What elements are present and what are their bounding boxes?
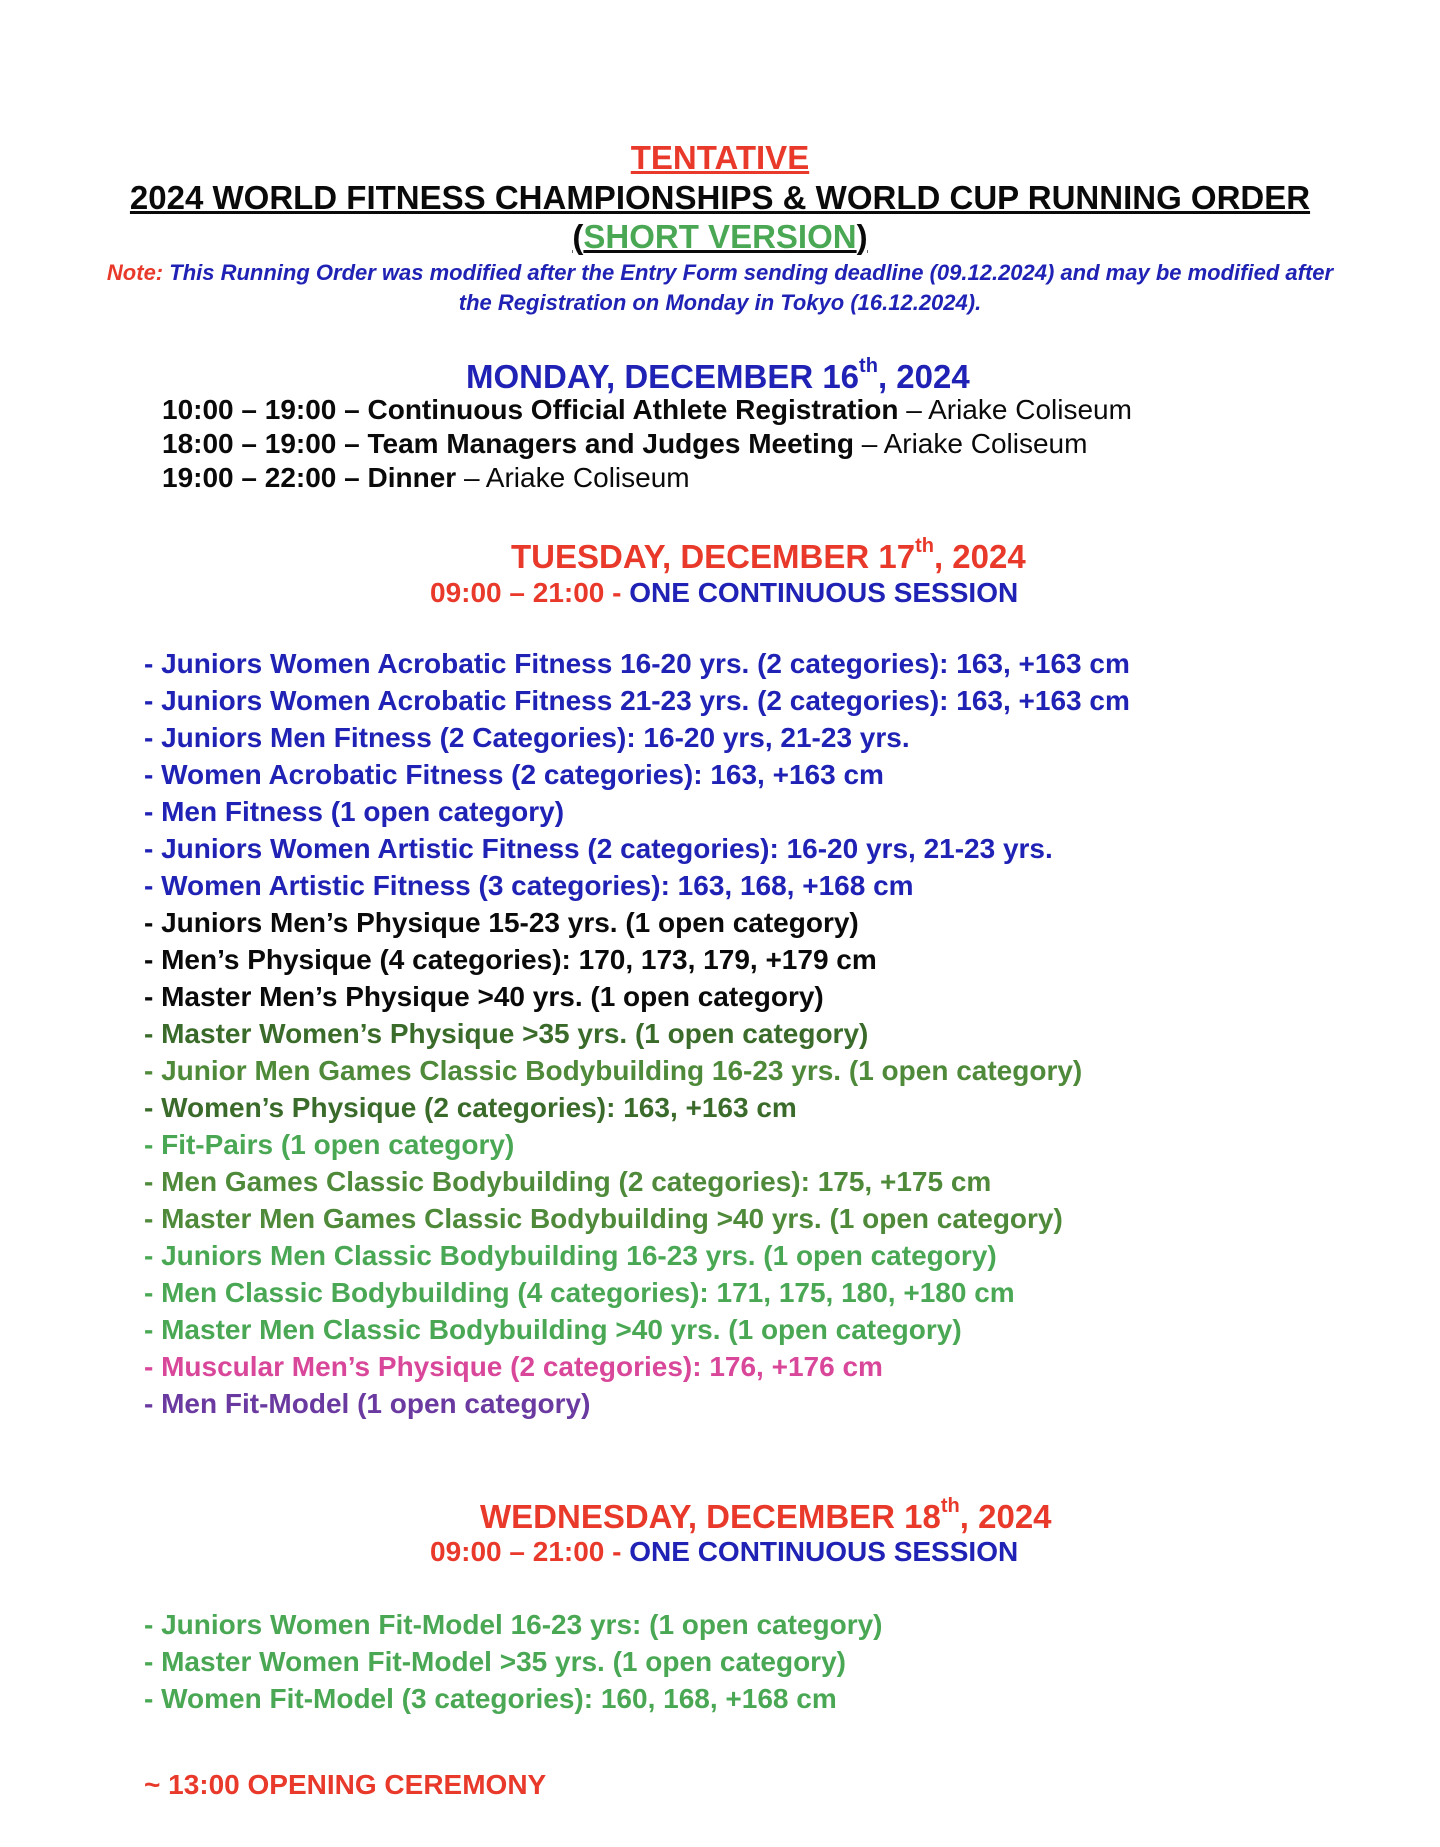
tuesday-session	[430, 576, 1018, 610]
category-item: - Women Artistic Fitness (3 categories): 163, 168, +168 cm	[144, 870, 914, 901]
wednesday-categories	[144, 1608, 883, 1719]
monday-item	[162, 461, 1132, 495]
category-item: - Women’s Physique (2 categories): 163, +163 cm	[144, 1092, 797, 1123]
short-version-text: SHORT VERSION	[583, 218, 857, 255]
category-item: - Master Women’s Physique >35 yrs. (1 open category)	[144, 1018, 869, 1049]
tuesday-session-label: ONE CONTINUOUS SESSION	[629, 577, 1019, 608]
monday-item-venue: – Ariake Coliseum	[463, 462, 690, 493]
category-item: - Muscular Men’s Physique (2 categories): 176, +176 cm	[144, 1351, 883, 1382]
short-version-label	[0, 217, 1440, 257]
tuesday-heading	[511, 537, 1026, 577]
category-item: - Juniors Women Artistic Fitness (2 categories): 16-20 yrs, 21-23 yrs.	[144, 833, 1053, 864]
category-item: - Master Men’s Physique >40 yrs. (1 open category)	[144, 981, 824, 1012]
opening-ceremony: ~ 13:00 OPENING CEREMONY	[144, 1769, 547, 1800]
wednesday-session-time: 09:00 – 21:00	[430, 1536, 605, 1567]
wednesday-heading-sup: th	[940, 1495, 960, 1517]
tuesday-heading-year: , 2024	[933, 538, 1026, 575]
wednesday-session-sep: -	[604, 1536, 630, 1567]
wednesday-session-label: ONE CONTINUOUS SESSION	[629, 1536, 1019, 1567]
category-item: - Juniors Men’s Physique 15-23 yrs. (1 open category)	[144, 907, 859, 938]
short-version-open: (	[572, 218, 584, 255]
wednesday-heading	[480, 1497, 1052, 1537]
tuesday-session-sep: -	[604, 577, 630, 608]
wednesday-session	[430, 1535, 1018, 1569]
category-item: - Juniors Men Fitness (2 Categories): 16-20 yrs, 21-23 yrs.	[144, 722, 910, 753]
category-item: - Juniors Men Classic Bodybuilding 16-23 yrs. (1 open category)	[144, 1240, 997, 1271]
short-version-close: )	[856, 218, 868, 255]
wednesday-heading-text: WEDNESDAY, DECEMBER 18	[480, 1498, 941, 1535]
category-item: - Fit-Pairs (1 open category)	[144, 1129, 515, 1160]
category-item: - Men Games Classic Bodybuilding (2 categories): 175, +175 cm	[144, 1166, 992, 1197]
tuesday-heading-text: TUESDAY, DECEMBER 17	[511, 538, 916, 575]
tuesday-heading-sup: th	[915, 535, 934, 557]
monday-heading-sup: th	[859, 355, 878, 377]
monday-item-venue: – Ariake Coliseum	[906, 394, 1132, 425]
category-item: - Juniors Women Acrobatic Fitness 21-23 yrs. (2 categories): 163, +163 cm	[144, 685, 1130, 716]
note-label: Note:	[106, 260, 164, 285]
note-text: This Running Order was modified after the Entry Form sending deadline (09.12.2024) and may be modified after the Registration on Monday in Tokyo (16.12.2024).	[169, 260, 1334, 315]
note	[100, 258, 1340, 318]
monday-item-time: 10:00 – 19:00 –	[162, 394, 360, 425]
tuesday-session-time: 09:00 – 21:00	[430, 577, 605, 608]
monday-heading-text: MONDAY, DECEMBER 16	[466, 358, 860, 395]
tentative-label: TENTATIVE	[630, 139, 810, 176]
category-item: - Juniors Women Acrobatic Fitness 16-20 yrs. (2 categories): 163, +163 cm	[144, 648, 1130, 679]
category-item: - Junior Men Games Classic Bodybuilding 16-23 yrs. (1 open category)	[144, 1055, 1083, 1086]
category-item: - Men Classic Bodybuilding (4 categories): 171, 175, 180, +180 cm	[144, 1277, 1015, 1308]
monday-heading-year: , 2024	[877, 358, 970, 395]
category-item: - Women Acrobatic Fitness (2 categories): 163, +163 cm	[144, 759, 884, 790]
document-title: 2024 WORLD FITNESS CHAMPIONSHIPS & WORLD CUP RUNNING ORDER	[129, 179, 1311, 216]
monday-schedule	[162, 393, 1132, 495]
category-item: - Juniors Women Fit-Model 16-23 yrs: (1 open category)	[144, 1609, 883, 1640]
category-item: - Master Men Classic Bodybuilding >40 yrs. (1 open category)	[144, 1314, 962, 1345]
category-item: - Women Fit-Model (3 categories): 160, 168, +168 cm	[144, 1683, 837, 1714]
monday-item-venue: – Ariake Coliseum	[861, 428, 1088, 459]
monday-item-event: Dinner	[367, 462, 457, 493]
monday-heading	[466, 357, 970, 397]
monday-item-time: 19:00 – 22:00 –	[162, 462, 360, 493]
category-item: - Men Fitness (1 open category)	[144, 796, 565, 827]
monday-item-time: 18:00 – 19:00 –	[162, 428, 360, 459]
monday-item-event: Team Managers and Judges Meeting	[367, 428, 854, 459]
tuesday-categories	[144, 647, 1130, 1424]
category-item: - Men’s Physique (4 categories): 170, 173, 179, +179 cm	[144, 944, 877, 975]
monday-item-event: Continuous Official Athlete Registration	[367, 394, 899, 425]
category-item: - Master Men Games Classic Bodybuilding >40 yrs. (1 open category)	[144, 1203, 1063, 1234]
category-item: - Master Women Fit-Model >35 yrs. (1 open category)	[144, 1646, 846, 1677]
wednesday-heading-year: , 2024	[959, 1498, 1052, 1535]
category-item: - Men Fit-Model (1 open category)	[144, 1388, 591, 1419]
monday-item	[162, 393, 1132, 427]
monday-item	[162, 427, 1132, 461]
